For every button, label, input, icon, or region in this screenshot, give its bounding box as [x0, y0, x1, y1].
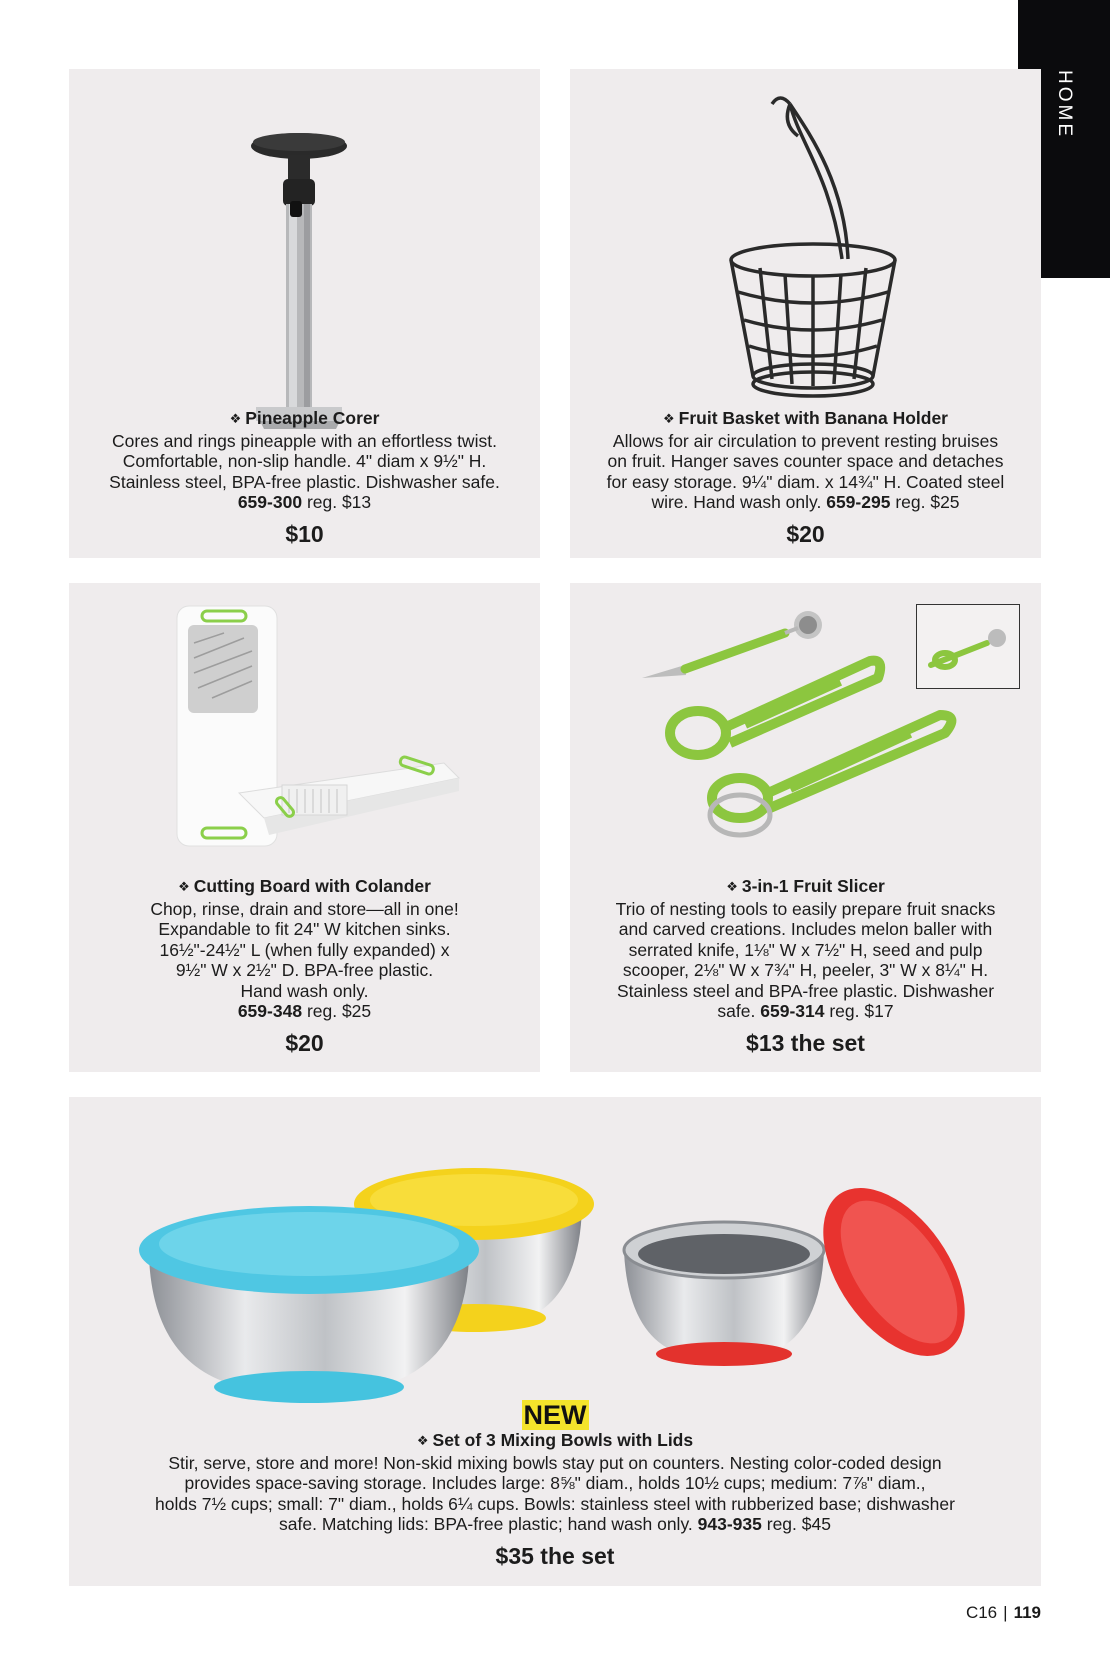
product-title: Set of 3 Mixing Bowls with Lids [432, 1430, 694, 1450]
regular-price: reg. $17 [829, 1001, 894, 1021]
pineapple-corer-copy [69, 408, 540, 547]
description-line: safe. Matching lids: BPA-free plastic; hand wash only. [279, 1514, 693, 1534]
diamond-bullet-icon: ❖ [662, 411, 675, 426]
pineapple-corer-image [244, 129, 364, 449]
regular-price: reg. $45 [766, 1514, 831, 1534]
regular-price: reg. $25 [895, 492, 960, 512]
cutting-board-copy [69, 876, 540, 1056]
product-card-pineapple-corer [69, 69, 540, 558]
description-line: for easy storage. 9¼" diam. x 14¾" H. Coated steel [606, 471, 1005, 492]
description-line: Stainless steel, BPA-free plastic. Dishwasher safe. [109, 471, 500, 492]
folio-separator: | [1003, 1603, 1008, 1622]
diamond-bullet-icon: ❖ [726, 879, 738, 894]
sale-price: $20 [285, 1029, 324, 1056]
description-line: Trio of nesting tools to easily prepare fruit snacks [615, 898, 996, 919]
new-badge: NEW [523, 1400, 587, 1430]
description-line: Cores and rings pineapple with an effortless twist. [112, 430, 497, 451]
description-line: scooper, 2⅛" W x 7¾" H, peeler, 3" W x 8¼" H. [622, 960, 989, 980]
description-line: Chop, rinse, drain and store—all in one! [150, 898, 459, 919]
page-folio [966, 1603, 1041, 1623]
description-line: 16½"-24½" L (when fully expanded) x [159, 939, 450, 960]
product-card-cutting-board [69, 583, 540, 1072]
description-line: Stir, serve, store and more! Non-skid mixing bowls stay put on counters. Nesting color-coded design [168, 1452, 942, 1473]
description-line: 9½" W x 2½" D. BPA-free plastic. [175, 960, 434, 980]
fruit-basket-image [720, 84, 900, 404]
mixing-bowls-copy [69, 1400, 1041, 1569]
description-line: on fruit. Hanger saves counter space and detaches [607, 451, 1004, 471]
page-number: 119 [1013, 1603, 1041, 1622]
product-card-mixing-bowls [69, 1097, 1041, 1586]
fruit-basket-copy [570, 408, 1041, 547]
description-line: wire. Hand wash only. [651, 492, 822, 512]
description-line: holds 7½ cups; small: 7" diam., holds 6¼ cups. Bowls: stainless steel with rubberized base; dishwasher [155, 1493, 955, 1514]
sale-price: $13 the set [746, 1029, 865, 1056]
description-line: and carved creations. Includes melon baller with [618, 919, 993, 939]
description-line: serrated knife, 1⅛" W x 7½" H, seed and pulp [628, 939, 983, 960]
product-card-fruit-slicer [570, 583, 1041, 1072]
cutting-board-image [174, 603, 474, 858]
fruit-slicer-inset-image [916, 604, 1020, 689]
sale-price: $10 [285, 520, 324, 547]
description-line: Stainless steel and BPA-free plastic. Dishwasher [616, 980, 995, 1001]
sale-price: $20 [786, 520, 825, 547]
product-title: Pineapple Corer [245, 408, 380, 428]
sale-price: $35 the set [495, 1542, 615, 1569]
description-line: Comfortable, non-slip handle. 4" diam x 9½" H. [122, 451, 487, 471]
product-sku: 659-314 [760, 1001, 825, 1021]
product-sku: 943-935 [697, 1514, 762, 1534]
product-title: Cutting Board with Colander [193, 876, 431, 896]
product-card-fruit-basket [570, 69, 1041, 558]
diamond-bullet-icon: ❖ [229, 411, 242, 426]
description-line: Hand wash only. [240, 980, 369, 1001]
description-line: safe. [717, 1001, 756, 1021]
product-title: Fruit Basket with Banana Holder [678, 408, 948, 428]
product-title: 3-in-1 Fruit Slicer [741, 876, 885, 896]
diamond-bullet-icon: ❖ [416, 1433, 429, 1448]
melon-baller-icon [917, 605, 1019, 688]
product-sku: 659-300 [237, 492, 303, 512]
mixing-bowls-image [139, 1132, 969, 1412]
section-tab-label: HOME [1054, 70, 1075, 139]
diamond-bullet-icon: ❖ [178, 879, 190, 894]
description-line: provides space-saving storage. Includes large: 8⅝" diam., holds 10½ cups; medium: 7⅞" diam., [184, 1473, 926, 1493]
product-sku: 659-348 [237, 1001, 303, 1021]
regular-price: reg. $25 [306, 1001, 372, 1021]
regular-price: reg. $13 [306, 492, 372, 512]
fruit-slicer-copy [570, 876, 1041, 1056]
description-line: Allows for air circulation to prevent resting bruises [612, 430, 999, 451]
catalog-page-code: C16 [965, 1603, 998, 1622]
product-sku: 659-295 [826, 492, 891, 512]
description-line: Expandable to fit 24" W kitchen sinks. [158, 919, 451, 939]
